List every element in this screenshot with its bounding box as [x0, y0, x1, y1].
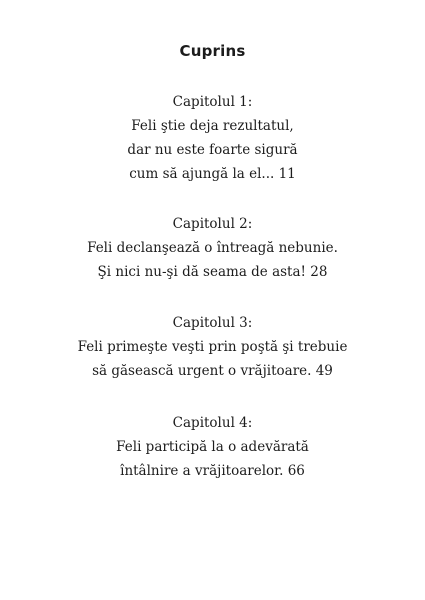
chapter-description-line: dar nu este foarte sigură: [127, 142, 298, 158]
chapter-heading: Capitolul 4:: [172, 415, 253, 431]
toc-entry-chapter-3: [0, 311, 425, 383]
chapter-heading: Capitolul 2:: [172, 216, 253, 232]
chapter-description-line: Feli ştie deja rezultatul,: [131, 118, 294, 134]
chapter-description-line: cum să ajungă la el... 11: [129, 166, 296, 182]
chapter-description-line: Feli participă la o adevărată: [116, 439, 309, 455]
chapter-description-line: Şi nici nu-şi dă seama de asta! 28: [97, 264, 328, 280]
chapter-description-line: să găsească urgent o vrăjitoare. 49: [92, 363, 333, 379]
chapter-description-line: întâlnire a vrăjitoarelor. 66: [120, 463, 305, 479]
chapter-description-line: Feli declanşează o întreagă nebunie.: [87, 240, 338, 256]
toc-entry-chapter-1: [0, 90, 425, 186]
chapter-description-line: Feli primeşte veşti prin poştă şi trebuie: [77, 339, 348, 355]
chapter-heading: Capitolul 3:: [172, 315, 253, 331]
chapter-heading: Capitolul 1:: [172, 94, 253, 110]
toc-entry-chapter-4: [0, 411, 425, 483]
toc-entry-chapter-2: [0, 212, 425, 284]
page-title: Cuprins: [179, 42, 246, 60]
